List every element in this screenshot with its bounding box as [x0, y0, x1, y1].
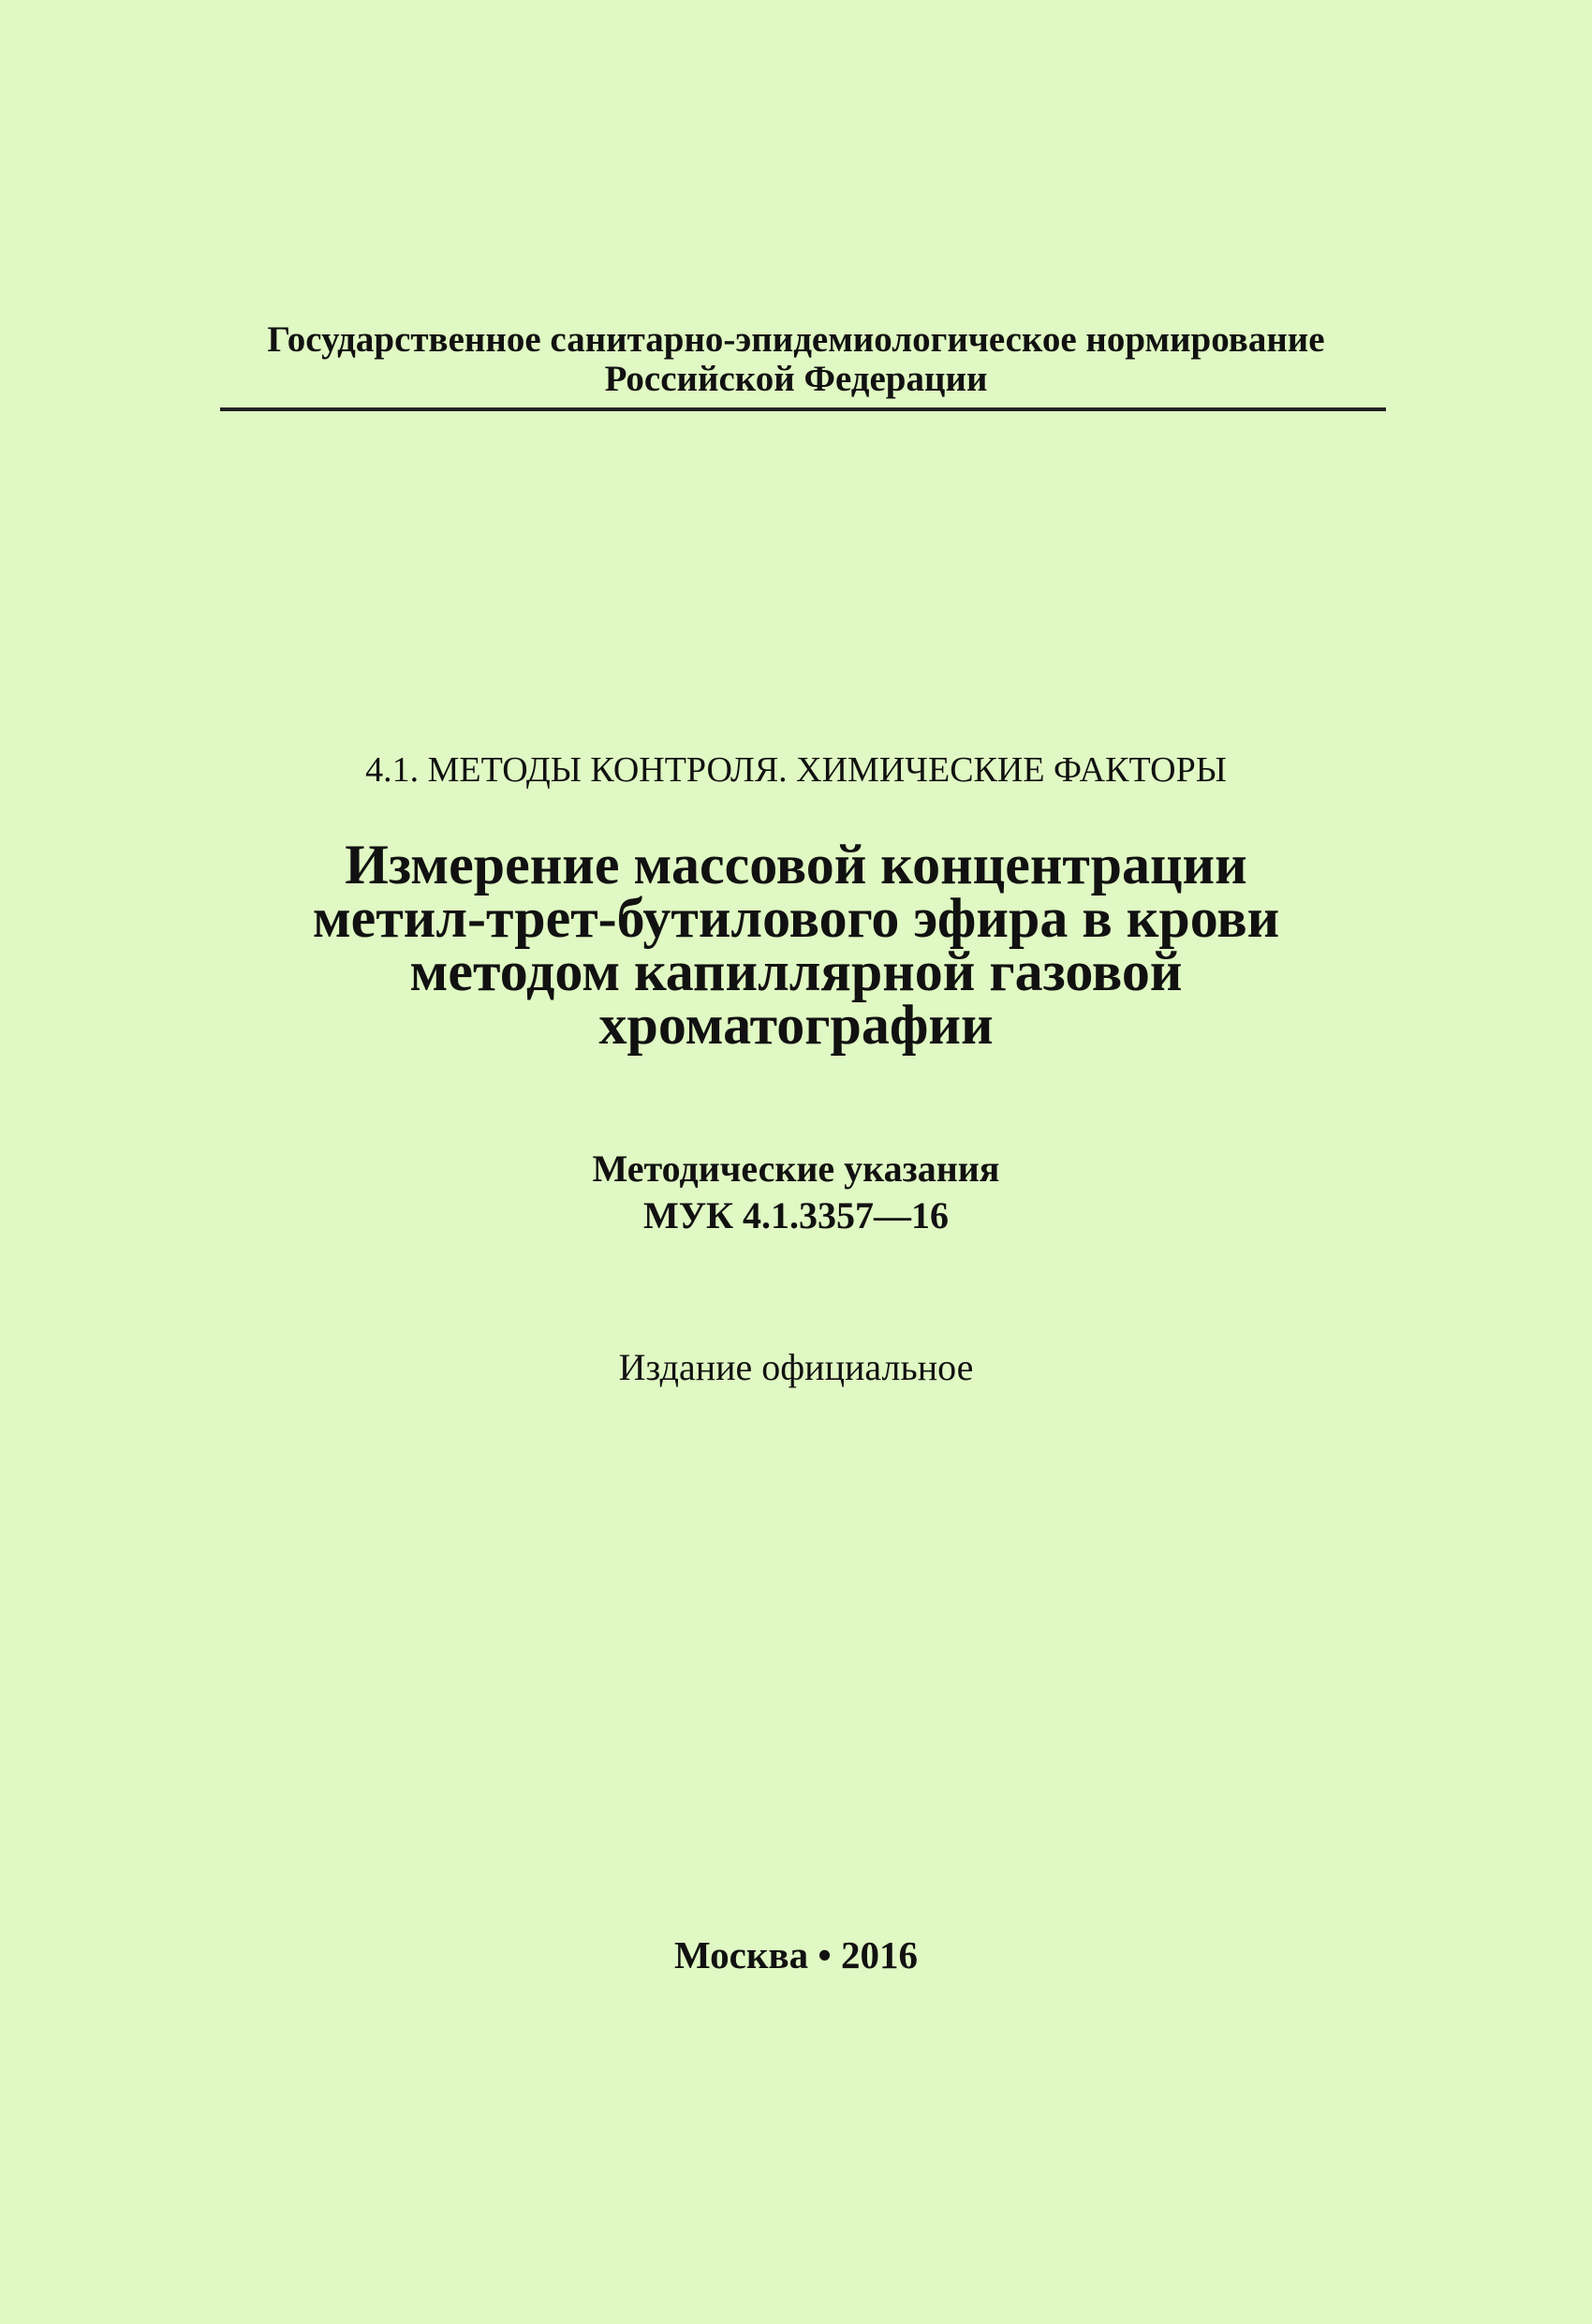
imprint: Москва • 2016: [674, 1933, 918, 1976]
title-line-2: метил-трет-бутилового эфира в крови: [312, 887, 1280, 949]
header: [0, 320, 1592, 399]
series-heading: 4.1. МЕТОДЫ КОНТРОЛЯ. ХИМИЧЕСКИЕ ФАКТОРЫ: [365, 750, 1227, 790]
title-line-1: Измерение массовой концентрации: [345, 834, 1247, 896]
header-line-2: Российской Федерации: [604, 359, 988, 399]
header-line-1: Государственное санитарно-эпидемиологическое нормирование: [267, 319, 1325, 360]
title-line-4: хроматографии: [598, 994, 994, 1056]
document-title: [0, 834, 1592, 1056]
edition-label: Издание официальное: [618, 1346, 974, 1388]
title-line-3: методом капиллярной газовой: [409, 940, 1183, 1002]
document-number: МУК 4.1.3357—16: [642, 1194, 950, 1236]
document-subtitle: [0, 1146, 1592, 1239]
header-divider: [220, 407, 1386, 411]
document-type: Методические указания: [592, 1147, 1000, 1190]
